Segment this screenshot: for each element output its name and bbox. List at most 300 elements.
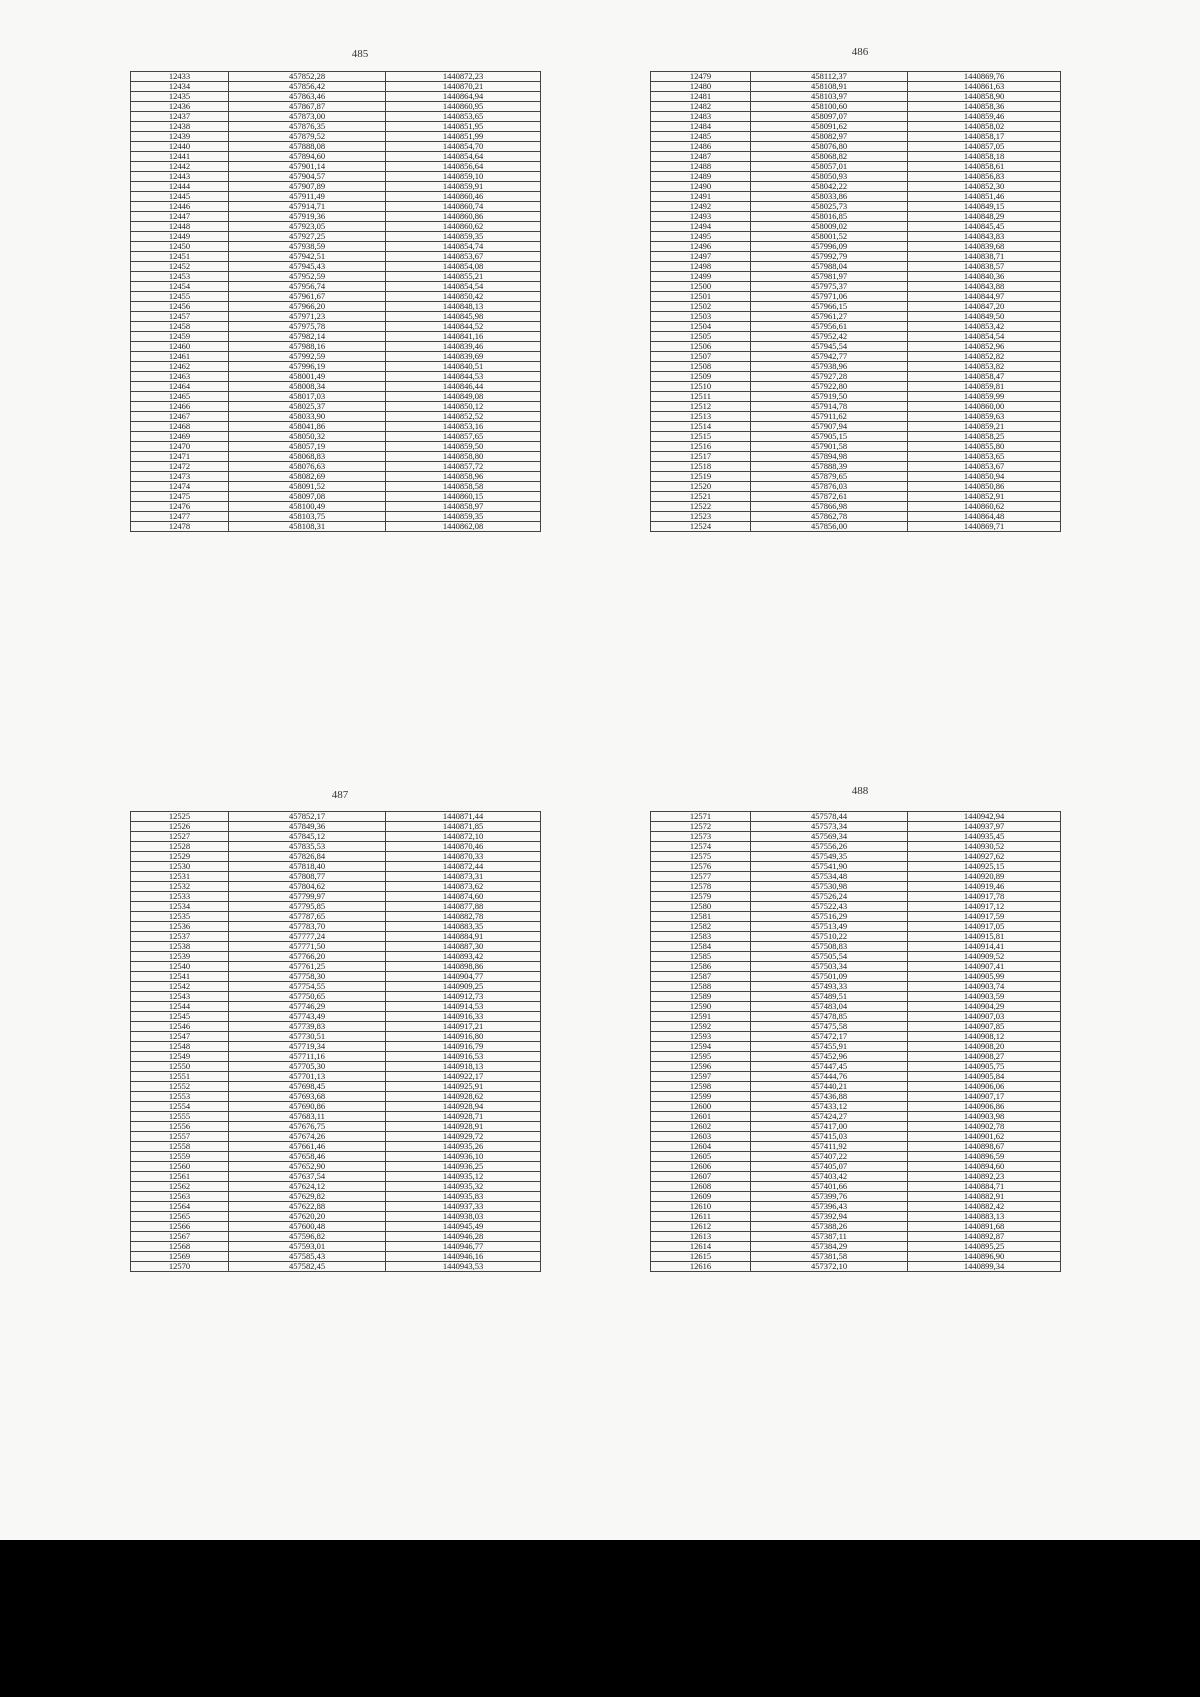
x-coordinate-cell: 457945,54 (751, 342, 908, 352)
table-row (131, 292, 541, 302)
point-number-cell: 12501 (651, 292, 751, 302)
x-coordinate-cell: 457384,29 (751, 1242, 908, 1252)
table-row (131, 132, 541, 142)
table-row (651, 932, 1061, 942)
point-number-cell: 12579 (651, 892, 751, 902)
table-row (131, 912, 541, 922)
table-row (131, 482, 541, 492)
x-coordinate-cell: 458001,52 (751, 232, 908, 242)
table-row (131, 522, 541, 532)
point-number-cell: 12470 (131, 442, 229, 452)
point-number-cell: 12447 (131, 212, 229, 222)
y-coordinate-cell: 1440896,59 (908, 1152, 1061, 1162)
point-number-cell: 12446 (131, 202, 229, 212)
table-row (651, 342, 1061, 352)
y-coordinate-cell: 1440945,49 (386, 1222, 541, 1232)
x-coordinate-cell: 457503,34 (751, 962, 908, 972)
table-row (651, 1172, 1061, 1182)
y-coordinate-cell: 1440854,70 (386, 142, 541, 152)
y-coordinate-cell: 1440907,03 (908, 1012, 1061, 1022)
point-number-cell: 12437 (131, 112, 229, 122)
point-number-cell: 12457 (131, 312, 229, 322)
point-number-cell: 12545 (131, 1012, 229, 1022)
x-coordinate-cell: 458068,83 (229, 452, 386, 462)
y-coordinate-cell: 1440858,97 (386, 502, 541, 512)
table-row (651, 1182, 1061, 1192)
point-number-cell: 12543 (131, 992, 229, 1002)
x-coordinate-cell: 457534,48 (751, 872, 908, 882)
table-row (651, 462, 1061, 472)
table-row (131, 1072, 541, 1082)
table-row (131, 332, 541, 342)
point-number-cell: 12585 (651, 952, 751, 962)
point-number-cell: 12511 (651, 392, 751, 402)
x-coordinate-cell: 457922,80 (751, 382, 908, 392)
y-coordinate-cell: 1440908,20 (908, 1042, 1061, 1052)
table-row (651, 972, 1061, 982)
x-coordinate-cell: 458025,37 (229, 402, 386, 412)
table-row (651, 502, 1061, 512)
point-number-cell: 12515 (651, 432, 751, 442)
x-coordinate-cell: 457992,59 (229, 352, 386, 362)
table-row (131, 1142, 541, 1152)
coordinate-table (130, 71, 541, 532)
table-row (131, 1102, 541, 1112)
point-number-cell: 12473 (131, 472, 229, 482)
x-coordinate-cell: 457901,58 (751, 442, 908, 452)
table-row (651, 352, 1061, 362)
x-coordinate-cell: 457988,04 (751, 262, 908, 272)
x-coordinate-cell: 457879,65 (751, 472, 908, 482)
x-coordinate-cell: 458091,52 (229, 482, 386, 492)
table-row (651, 522, 1061, 532)
x-coordinate-cell: 457894,60 (229, 152, 386, 162)
x-coordinate-cell: 457938,96 (751, 362, 908, 372)
point-number-cell: 12573 (651, 832, 751, 842)
x-coordinate-cell: 458050,32 (229, 432, 386, 442)
point-number-cell: 12525 (131, 812, 229, 822)
point-number-cell: 12445 (131, 192, 229, 202)
point-number-cell: 12469 (131, 432, 229, 442)
x-coordinate-cell: 457719,34 (229, 1042, 386, 1052)
page-number: 486 (851, 46, 869, 58)
point-number-cell: 12538 (131, 942, 229, 952)
point-number-cell: 12522 (651, 502, 751, 512)
point-number-cell: 12612 (651, 1222, 751, 1232)
point-number-cell: 12611 (651, 1212, 751, 1222)
point-number-cell: 12521 (651, 492, 751, 502)
y-coordinate-cell: 1440882,78 (386, 912, 541, 922)
x-coordinate-cell: 458050,93 (751, 172, 908, 182)
x-coordinate-cell: 457440,21 (751, 1082, 908, 1092)
point-number-cell: 12609 (651, 1192, 751, 1202)
y-coordinate-cell: 1440843,83 (908, 232, 1061, 242)
x-coordinate-cell: 457701,13 (229, 1072, 386, 1082)
x-coordinate-cell: 458025,73 (751, 202, 908, 212)
x-coordinate-cell: 457982,14 (229, 332, 386, 342)
x-coordinate-cell: 457585,43 (229, 1252, 386, 1262)
y-coordinate-cell: 1440860,74 (386, 202, 541, 212)
point-number-cell: 12461 (131, 352, 229, 362)
y-coordinate-cell: 1440858,17 (908, 132, 1061, 142)
point-number-cell: 12560 (131, 1162, 229, 1172)
x-coordinate-cell: 457996,19 (229, 362, 386, 372)
y-coordinate-cell: 1440854,74 (386, 242, 541, 252)
y-coordinate-cell: 1440917,59 (908, 912, 1061, 922)
table-row (131, 182, 541, 192)
point-number-cell: 12539 (131, 952, 229, 962)
point-number-cell: 12489 (651, 172, 751, 182)
y-coordinate-cell: 1440905,75 (908, 1062, 1061, 1072)
point-number-cell: 12524 (651, 522, 751, 532)
table-row (651, 152, 1061, 162)
point-number-cell: 12567 (131, 1232, 229, 1242)
y-coordinate-cell: 1440936,25 (386, 1162, 541, 1172)
table-row (131, 902, 541, 912)
point-number-cell: 12438 (131, 122, 229, 132)
coordinate-table (650, 811, 1061, 1272)
table-row (651, 892, 1061, 902)
table-row (131, 342, 541, 352)
y-coordinate-cell: 1440896,90 (908, 1252, 1061, 1262)
point-number-cell: 12474 (131, 482, 229, 492)
table-row (131, 72, 541, 82)
point-number-cell: 12475 (131, 492, 229, 502)
y-coordinate-cell: 1440869,71 (908, 522, 1061, 532)
x-coordinate-cell: 458108,31 (229, 522, 386, 532)
point-number-cell: 12479 (651, 72, 751, 82)
x-coordinate-cell: 457777,24 (229, 932, 386, 942)
x-coordinate-cell: 457556,26 (751, 842, 908, 852)
x-coordinate-cell: 457966,15 (751, 302, 908, 312)
table-row (651, 1092, 1061, 1102)
x-coordinate-cell: 457620,20 (229, 1212, 386, 1222)
x-coordinate-cell: 457417,00 (751, 1122, 908, 1132)
x-coordinate-cell: 457904,57 (229, 172, 386, 182)
x-coordinate-cell: 457452,96 (751, 1052, 908, 1062)
y-coordinate-cell: 1440849,50 (908, 312, 1061, 322)
x-coordinate-cell: 457403,42 (751, 1172, 908, 1182)
point-number-cell: 12600 (651, 1102, 751, 1112)
y-coordinate-cell: 1440893,42 (386, 952, 541, 962)
y-coordinate-cell: 1440919,46 (908, 882, 1061, 892)
point-number-cell: 12520 (651, 482, 751, 492)
table-row (651, 282, 1061, 292)
point-number-cell: 12591 (651, 1012, 751, 1022)
y-coordinate-cell: 1440841,16 (386, 332, 541, 342)
y-coordinate-cell: 1440844,97 (908, 292, 1061, 302)
y-coordinate-cell: 1440853,65 (908, 452, 1061, 462)
y-coordinate-cell: 1440898,86 (386, 962, 541, 972)
point-number-cell: 12486 (651, 142, 751, 152)
point-number-cell: 12478 (131, 522, 229, 532)
point-number-cell: 12490 (651, 182, 751, 192)
point-number-cell: 12512 (651, 402, 751, 412)
table-row (651, 1032, 1061, 1042)
point-number-cell: 12468 (131, 422, 229, 432)
y-coordinate-cell: 1440906,06 (908, 1082, 1061, 1092)
point-number-cell: 12529 (131, 852, 229, 862)
table-row (131, 282, 541, 292)
y-coordinate-cell: 1440874,60 (386, 892, 541, 902)
x-coordinate-cell: 457569,34 (751, 832, 908, 842)
x-coordinate-cell: 457919,50 (751, 392, 908, 402)
x-coordinate-cell: 457730,51 (229, 1032, 386, 1042)
y-coordinate-cell: 1440873,62 (386, 882, 541, 892)
point-number-cell: 12467 (131, 412, 229, 422)
point-number-cell: 12557 (131, 1132, 229, 1142)
table-row (651, 942, 1061, 952)
x-coordinate-cell: 457873,00 (229, 112, 386, 122)
point-number-cell: 12513 (651, 412, 751, 422)
y-coordinate-cell: 1440851,46 (908, 192, 1061, 202)
point-number-cell: 12500 (651, 282, 751, 292)
point-number-cell: 12523 (651, 512, 751, 522)
point-number-cell: 12588 (651, 982, 751, 992)
y-coordinate-cell: 1440927,62 (908, 852, 1061, 862)
y-coordinate-cell: 1440870,46 (386, 842, 541, 852)
x-coordinate-cell: 458082,69 (229, 472, 386, 482)
y-coordinate-cell: 1440935,26 (386, 1142, 541, 1152)
table-row (651, 1132, 1061, 1142)
y-coordinate-cell: 1440838,57 (908, 262, 1061, 272)
table-row (131, 82, 541, 92)
y-coordinate-cell: 1440925,91 (386, 1082, 541, 1092)
table-row (131, 412, 541, 422)
point-number-cell: 12499 (651, 272, 751, 282)
y-coordinate-cell: 1440851,95 (386, 122, 541, 132)
x-coordinate-cell: 457981,97 (751, 272, 908, 282)
point-number-cell: 12435 (131, 92, 229, 102)
point-number-cell: 12495 (651, 232, 751, 242)
y-coordinate-cell: 1440871,85 (386, 822, 541, 832)
x-coordinate-cell: 457750,65 (229, 992, 386, 1002)
table-row (651, 1002, 1061, 1012)
table-row (131, 122, 541, 132)
point-number-cell: 12584 (651, 942, 751, 952)
point-number-cell: 12555 (131, 1112, 229, 1122)
table-row (131, 202, 541, 212)
y-coordinate-cell: 1440872,23 (386, 72, 541, 82)
x-coordinate-cell: 457992,79 (751, 252, 908, 262)
table-row (651, 332, 1061, 342)
y-coordinate-cell: 1440905,99 (908, 972, 1061, 982)
point-number-cell: 12544 (131, 1002, 229, 1012)
x-coordinate-cell: 457637,54 (229, 1172, 386, 1182)
point-number-cell: 12614 (651, 1242, 751, 1252)
x-coordinate-cell: 457919,36 (229, 212, 386, 222)
y-coordinate-cell: 1440846,44 (386, 382, 541, 392)
x-coordinate-cell: 457489,51 (751, 992, 908, 1002)
point-number-cell: 12491 (651, 192, 751, 202)
table-row (131, 972, 541, 982)
table-row (651, 1052, 1061, 1062)
point-number-cell: 12559 (131, 1152, 229, 1162)
table-row (651, 1192, 1061, 1202)
table-row (131, 262, 541, 272)
y-coordinate-cell: 1440935,45 (908, 832, 1061, 842)
point-number-cell: 12561 (131, 1172, 229, 1182)
table-row (131, 382, 541, 392)
point-number-cell: 12596 (651, 1062, 751, 1072)
y-coordinate-cell: 1440916,33 (386, 1012, 541, 1022)
y-coordinate-cell: 1440864,48 (908, 512, 1061, 522)
point-number-cell: 12506 (651, 342, 751, 352)
x-coordinate-cell: 457711,16 (229, 1052, 386, 1062)
x-coordinate-cell: 457372,10 (751, 1262, 908, 1272)
table-row (131, 1032, 541, 1042)
table-row (131, 1062, 541, 1072)
y-coordinate-cell: 1440870,33 (386, 852, 541, 862)
x-coordinate-cell: 457455,91 (751, 1042, 908, 1052)
point-number-cell: 12509 (651, 372, 751, 382)
point-number-cell: 12436 (131, 102, 229, 112)
point-number-cell: 12552 (131, 1082, 229, 1092)
point-number-cell: 12581 (651, 912, 751, 922)
x-coordinate-cell: 457472,17 (751, 1032, 908, 1042)
y-coordinate-cell: 1440849,15 (908, 202, 1061, 212)
point-number-cell: 12492 (651, 202, 751, 212)
x-coordinate-cell: 457513,49 (751, 922, 908, 932)
y-coordinate-cell: 1440917,05 (908, 922, 1061, 932)
y-coordinate-cell: 1440928,62 (386, 1092, 541, 1102)
y-coordinate-cell: 1440928,91 (386, 1122, 541, 1132)
point-number-cell: 12462 (131, 362, 229, 372)
table-row (651, 842, 1061, 852)
table-row (651, 1252, 1061, 1262)
x-coordinate-cell: 457863,46 (229, 92, 386, 102)
y-coordinate-cell: 1440859,10 (386, 172, 541, 182)
y-coordinate-cell: 1440942,94 (908, 812, 1061, 822)
y-coordinate-cell: 1440856,64 (386, 162, 541, 172)
y-coordinate-cell: 1440859,50 (386, 442, 541, 452)
x-coordinate-cell: 457396,43 (751, 1202, 908, 1212)
y-coordinate-cell: 1440859,35 (386, 232, 541, 242)
x-coordinate-cell: 457387,11 (751, 1232, 908, 1242)
y-coordinate-cell: 1440858,18 (908, 152, 1061, 162)
point-number-cell: 12615 (651, 1252, 751, 1262)
x-coordinate-cell: 457845,12 (229, 832, 386, 842)
table-row (651, 302, 1061, 312)
point-number-cell: 12571 (651, 812, 751, 822)
y-coordinate-cell: 1440906,86 (908, 1102, 1061, 1112)
x-coordinate-cell: 458068,82 (751, 152, 908, 162)
table-row (131, 1132, 541, 1142)
y-coordinate-cell: 1440903,74 (908, 982, 1061, 992)
point-number-cell: 12616 (651, 1262, 751, 1272)
y-coordinate-cell: 1440902,78 (908, 1122, 1061, 1132)
y-coordinate-cell: 1440852,91 (908, 492, 1061, 502)
point-number-cell: 12455 (131, 292, 229, 302)
x-coordinate-cell: 457787,65 (229, 912, 386, 922)
point-number-cell: 12580 (651, 902, 751, 912)
x-coordinate-cell: 457914,78 (751, 402, 908, 412)
y-coordinate-cell: 1440864,94 (386, 92, 541, 102)
y-coordinate-cell: 1440916,80 (386, 1032, 541, 1042)
point-number-cell: 12518 (651, 462, 751, 472)
x-coordinate-cell: 457683,11 (229, 1112, 386, 1122)
table-row (651, 1012, 1061, 1022)
table-row (131, 392, 541, 402)
y-coordinate-cell: 1440839,68 (908, 242, 1061, 252)
y-coordinate-cell: 1440938,03 (386, 1212, 541, 1222)
x-coordinate-cell: 457652,90 (229, 1162, 386, 1172)
x-coordinate-cell: 457872,61 (751, 492, 908, 502)
point-number-cell: 12547 (131, 1032, 229, 1042)
table-row (651, 912, 1061, 922)
point-number-cell: 12587 (651, 972, 751, 982)
point-number-cell: 12496 (651, 242, 751, 252)
x-coordinate-cell: 457705,30 (229, 1062, 386, 1072)
y-coordinate-cell: 1440915,81 (908, 932, 1061, 942)
table-row (651, 172, 1061, 182)
table-row (651, 492, 1061, 502)
y-coordinate-cell: 1440935,83 (386, 1192, 541, 1202)
x-coordinate-cell: 457658,46 (229, 1152, 386, 1162)
y-coordinate-cell: 1440901,62 (908, 1132, 1061, 1142)
y-coordinate-cell: 1440909,25 (386, 982, 541, 992)
x-coordinate-cell: 457530,98 (751, 882, 908, 892)
point-number-cell: 12480 (651, 82, 751, 92)
table-row (651, 1162, 1061, 1172)
point-number-cell: 12564 (131, 1202, 229, 1212)
x-coordinate-cell: 457401,66 (751, 1182, 908, 1192)
point-number-cell: 12601 (651, 1112, 751, 1122)
table-row (131, 432, 541, 442)
point-number-cell: 12510 (651, 382, 751, 392)
x-coordinate-cell: 457493,33 (751, 982, 908, 992)
point-number-cell: 12503 (651, 312, 751, 322)
point-number-cell: 12528 (131, 842, 229, 852)
table-row (651, 402, 1061, 412)
y-coordinate-cell: 1440909,52 (908, 952, 1061, 962)
table-row (651, 1152, 1061, 1162)
table-row (131, 1232, 541, 1242)
y-coordinate-cell: 1440946,16 (386, 1252, 541, 1262)
x-coordinate-cell: 457975,78 (229, 322, 386, 332)
point-number-cell: 12583 (651, 932, 751, 942)
y-coordinate-cell: 1440928,71 (386, 1112, 541, 1122)
point-number-cell: 12526 (131, 822, 229, 832)
table-row (651, 182, 1061, 192)
y-coordinate-cell: 1440918,13 (386, 1062, 541, 1072)
table-row (651, 1212, 1061, 1222)
table-row (131, 242, 541, 252)
y-coordinate-cell: 1440854,54 (908, 332, 1061, 342)
y-coordinate-cell: 1440838,71 (908, 252, 1061, 262)
table-row (131, 1022, 541, 1032)
point-number-cell: 12553 (131, 1092, 229, 1102)
point-number-cell: 12459 (131, 332, 229, 342)
point-number-cell: 12531 (131, 872, 229, 882)
y-coordinate-cell: 1440891,68 (908, 1222, 1061, 1232)
x-coordinate-cell: 457766,20 (229, 952, 386, 962)
x-coordinate-cell: 457475,58 (751, 1022, 908, 1032)
point-number-cell: 12449 (131, 232, 229, 242)
x-coordinate-cell: 457901,14 (229, 162, 386, 172)
x-coordinate-cell: 457690,86 (229, 1102, 386, 1112)
table-row (131, 102, 541, 112)
table-row (651, 992, 1061, 1002)
x-coordinate-cell: 457698,45 (229, 1082, 386, 1092)
table-row (131, 1252, 541, 1262)
table-row (651, 1062, 1061, 1072)
x-coordinate-cell: 458076,80 (751, 142, 908, 152)
y-coordinate-cell: 1440882,42 (908, 1202, 1061, 1212)
y-coordinate-cell: 1440859,35 (386, 512, 541, 522)
y-coordinate-cell: 1440922,17 (386, 1072, 541, 1082)
table-row (651, 112, 1061, 122)
